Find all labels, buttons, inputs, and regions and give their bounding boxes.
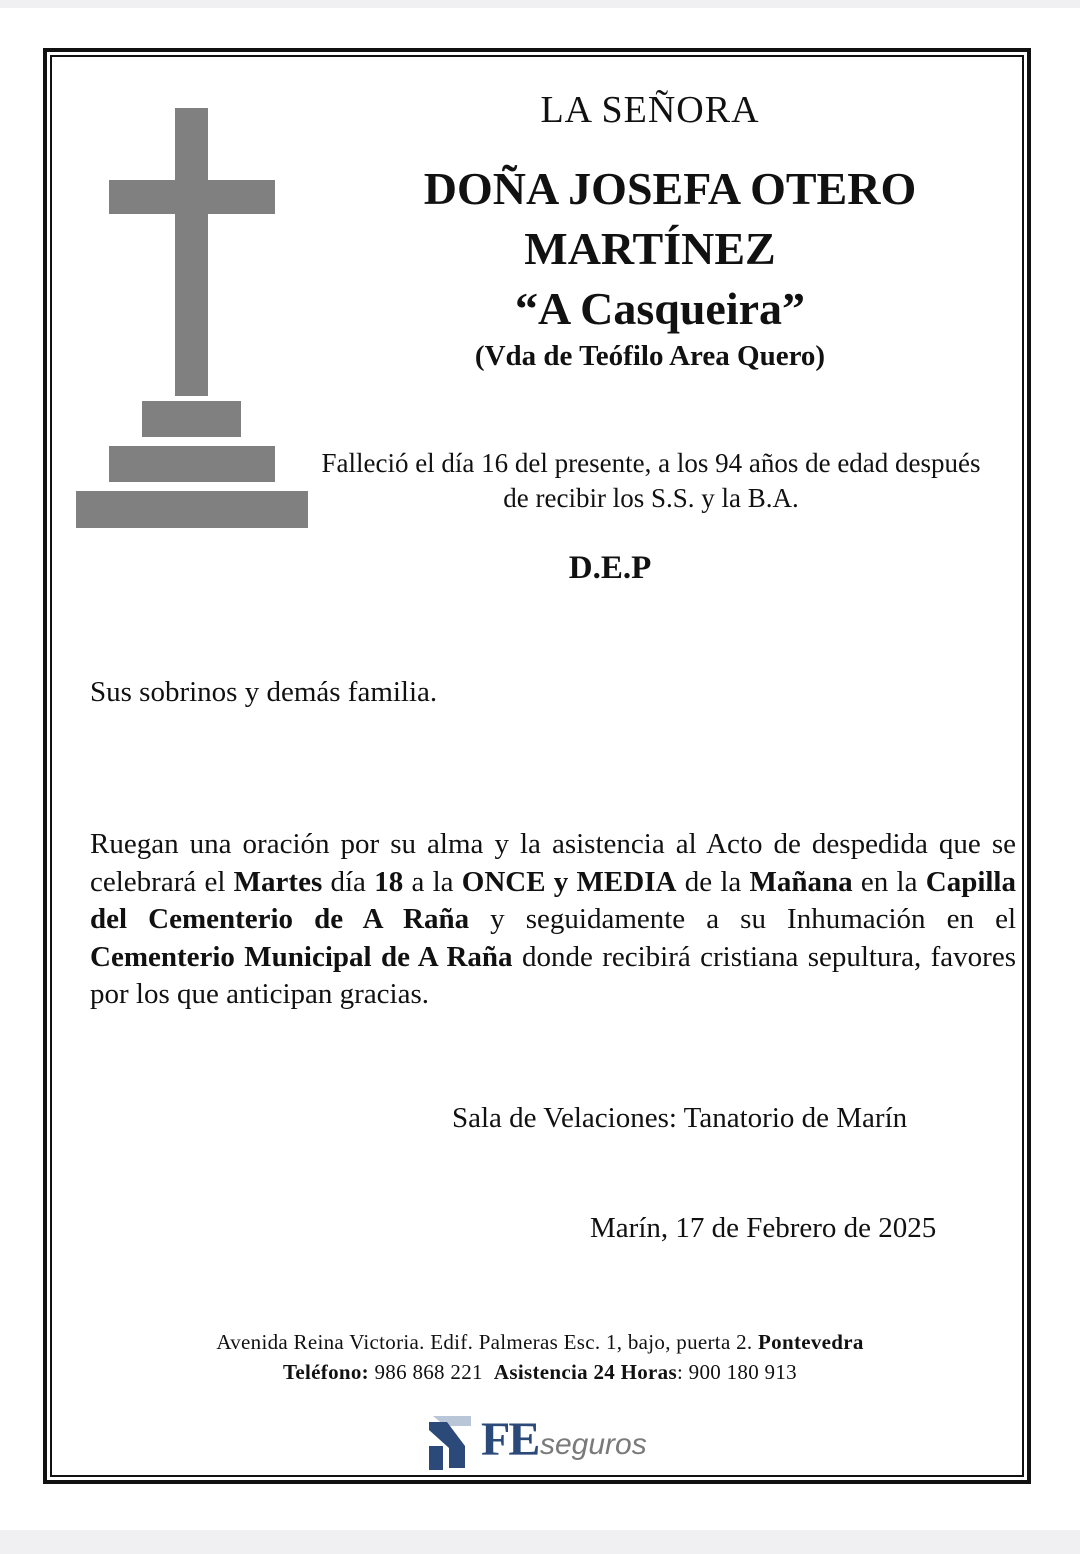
address-text: Avenida Reina Victoria. Edif. Palmeras Esc. 1, bajo, puerta 2.	[216, 1330, 753, 1354]
prayer-day: Martes	[233, 865, 323, 898]
family-line: Sus sobrinos y demás familia.	[90, 676, 438, 708]
prayer-period: Mañana	[749, 865, 853, 898]
death-notice: Falleció el día 16 del presente, a los 94 años de edad después de recibir los S.S. y la B.A.	[321, 448, 981, 513]
deceased-name-line1: DOÑA JOSEFA OTERO	[423, 163, 917, 214]
nickname: “A Casqueira”	[514, 283, 806, 334]
prayer-time: ONCE y MEDIA	[461, 865, 677, 898]
prayer-paragraph	[90, 826, 1016, 1014]
prayer-text: de la	[676, 865, 750, 898]
cross-icon	[76, 108, 308, 530]
prayer-text: día	[322, 865, 375, 898]
address-city: Pontevedra	[758, 1330, 864, 1354]
deceased-name-line2: MARTÍNEZ	[524, 223, 776, 274]
prayer-text: en la	[852, 865, 926, 898]
logo-seguros: seguros	[540, 1428, 647, 1461]
assist-sep: :	[676, 1360, 684, 1384]
prayer-cemetery: Cementerio Municipal de A Raña	[90, 940, 513, 973]
prayer-text: Ruegan una oración por su alma y la asistencia al Acto de despedida que se celebrará el	[90, 828, 1016, 898]
footer-address	[100, 1330, 980, 1355]
assist-phone: 900 180 913	[688, 1360, 797, 1384]
rip-text: D.E.P	[568, 550, 652, 586]
bottom-strip	[0, 1530, 1080, 1554]
logo-mark-icon	[425, 1412, 475, 1472]
logo-fe: FE	[481, 1413, 539, 1466]
assist-label: Asistencia 24 Horas	[493, 1360, 677, 1384]
prayer-date: 18	[374, 865, 404, 898]
title: LA SEÑORA	[540, 89, 760, 131]
phone-label: Teléfono:	[283, 1360, 369, 1384]
fe-seguros-logo	[425, 1410, 655, 1472]
prayer-text: y seguidamente a su Inhumación en el	[469, 903, 1016, 935]
wake-room: Sala de Velaciones: Tanatorio de Marín	[452, 1102, 908, 1134]
prayer-text: donde recibirá cristiana sepultura, favores por los que anticipan gracias.	[90, 940, 1016, 1010]
widow-of: (Vda de Teófilo Area Quero)	[474, 340, 826, 372]
phone-number: 986 868 221	[374, 1360, 483, 1384]
place-date: Marín, 17 de Febrero de 2025	[590, 1212, 937, 1244]
prayer-chapel: Capilla del Cementerio de A Raña	[90, 865, 1016, 935]
footer-phones	[100, 1360, 980, 1385]
prayer-text: a la	[403, 865, 462, 898]
